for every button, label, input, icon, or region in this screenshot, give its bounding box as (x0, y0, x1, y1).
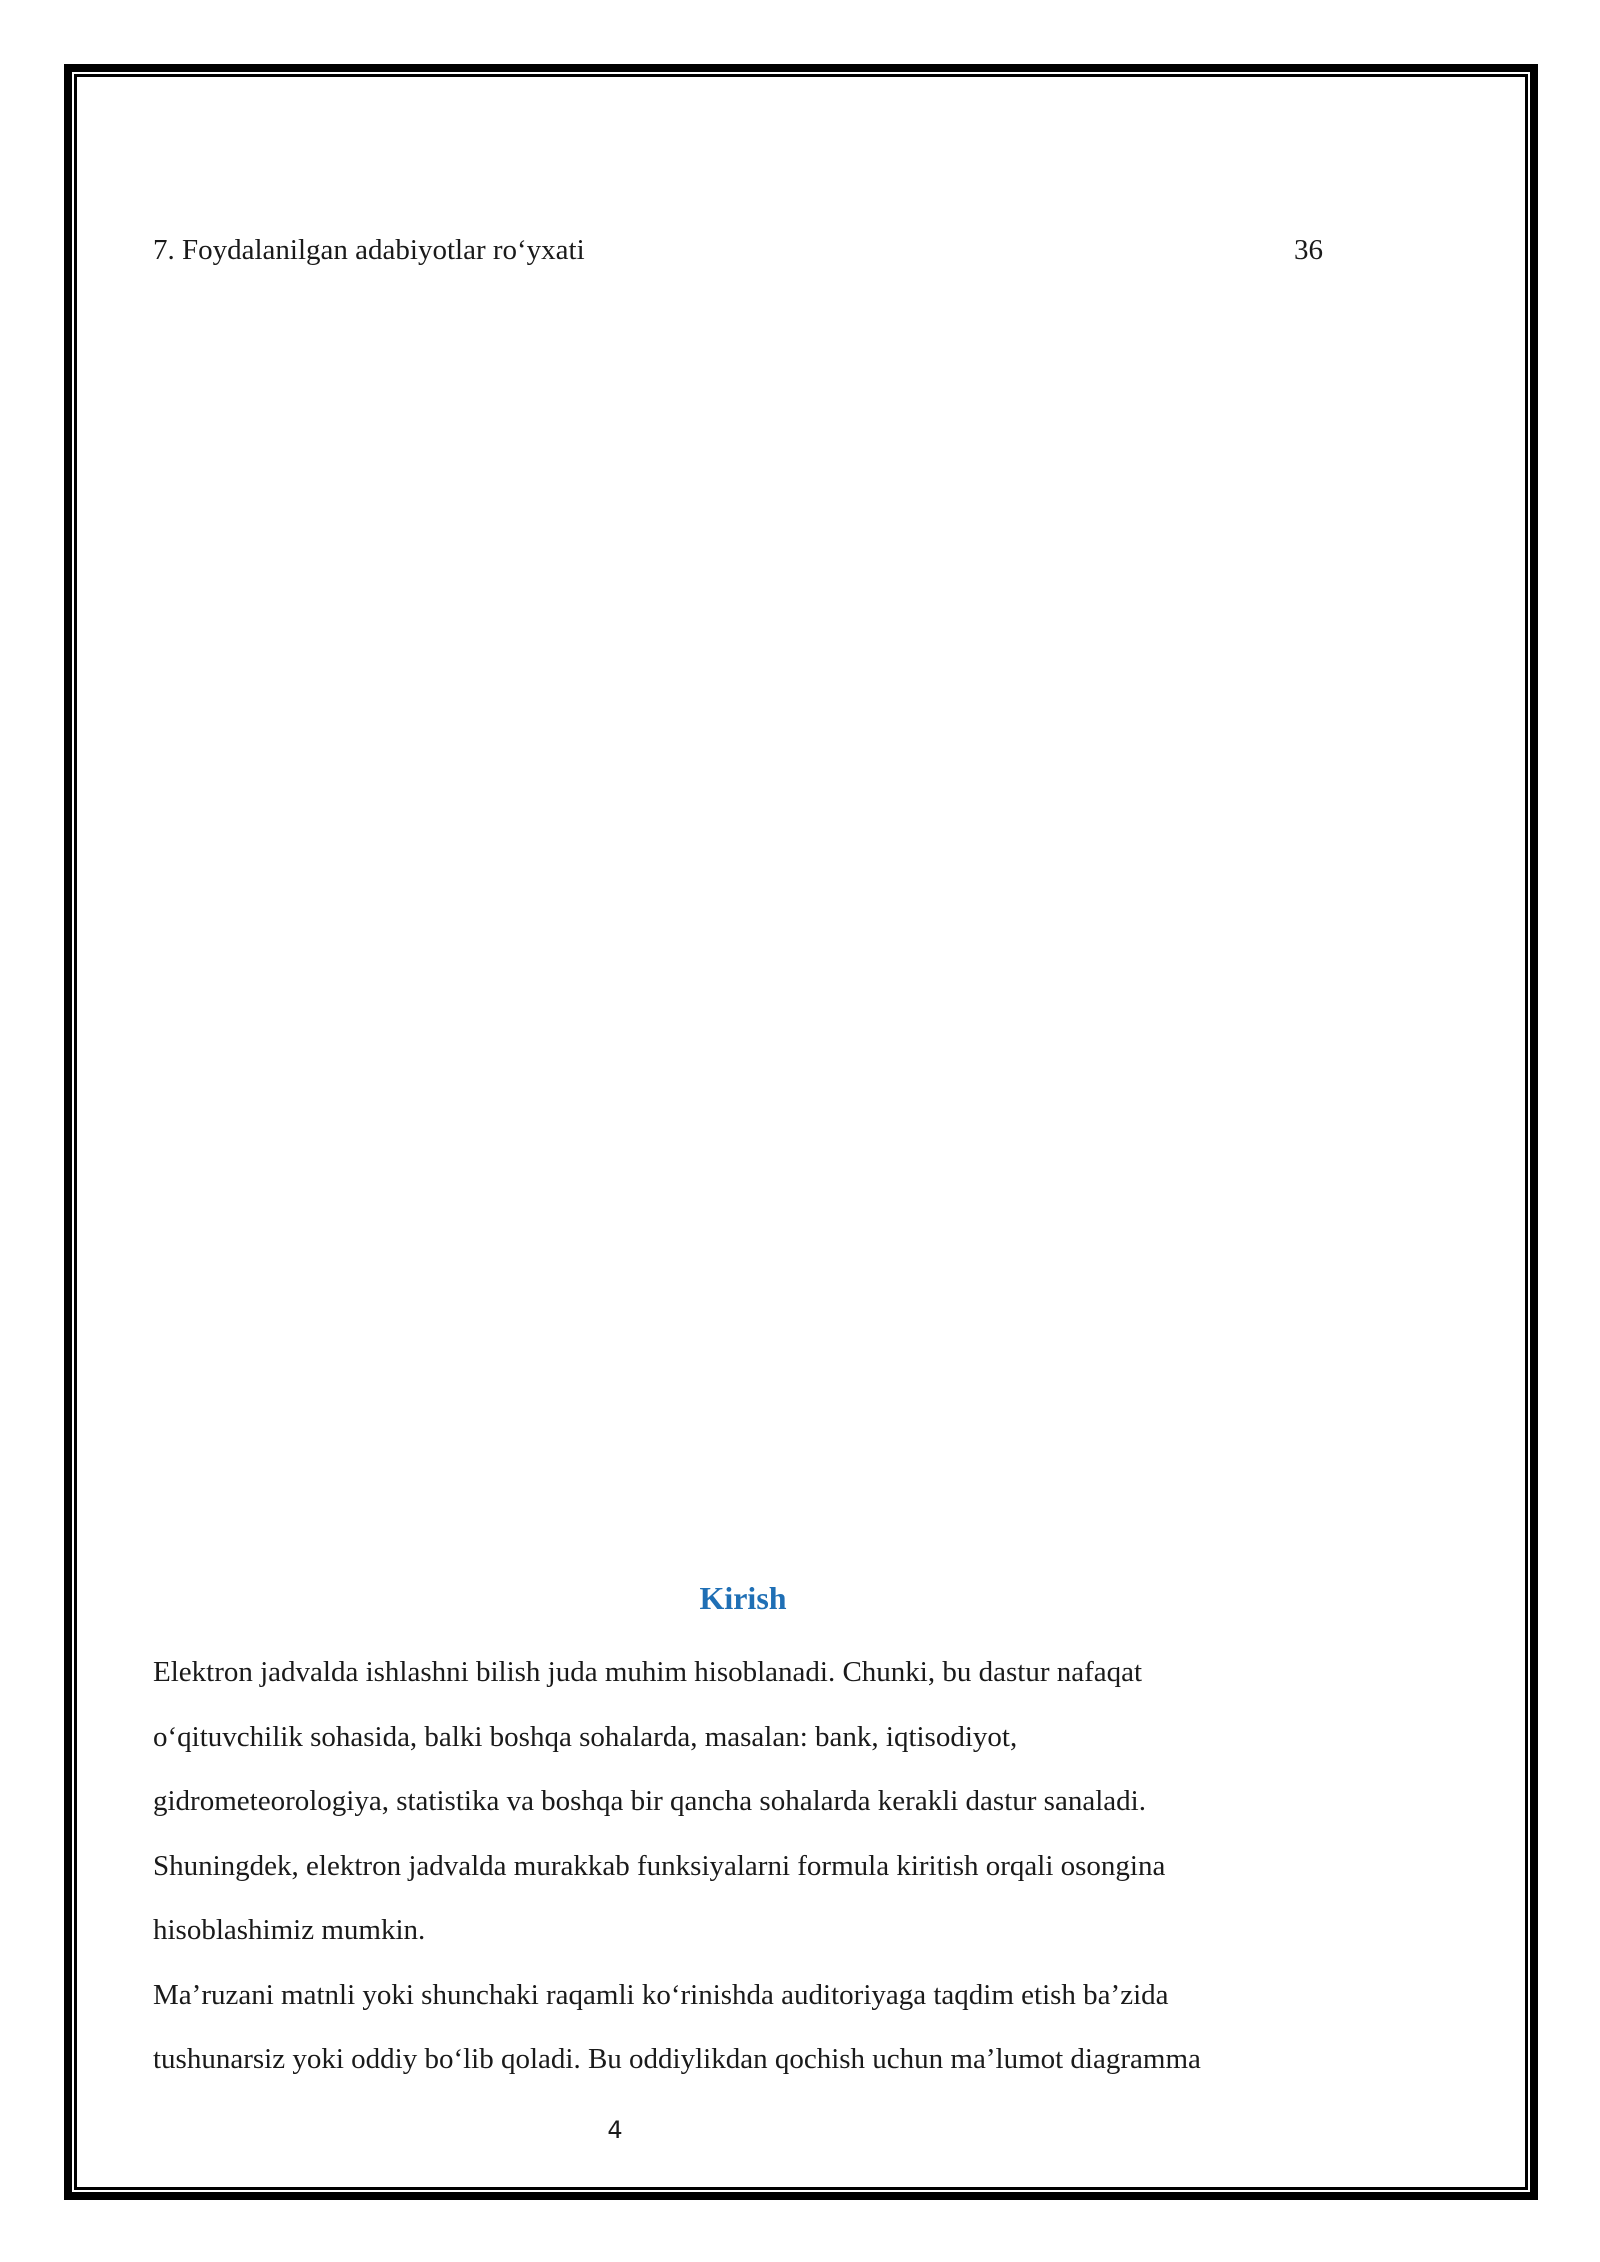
paragraph-line: Ma’ruzani matnli yoki shunchaki raqamli ko‘rinishda auditoriyaga taqdim etish ba’zida (153, 1978, 1169, 2011)
paragraph-line: tushunarsiz yoki oddiy bo‘lib qoladi. Bu oddiylikdan qochish uchun ma’lumot diagramma (153, 2043, 1201, 2075)
paragraph-line: Shuningdek, elektron jadvalda murakkab funksiyalarni formula kiritish orqali osongina (153, 1849, 1166, 1882)
paragraph-2 (153, 1963, 1343, 2092)
page-number: 4 (607, 2116, 623, 2144)
paragraph-line: Elektron jadvalda ishlashni bilish juda muhim hisoblanadi. Chunki, bu dastur nafaqat (153, 1656, 1143, 1688)
paragraph-1 (153, 1640, 1343, 1963)
toc-entry (153, 228, 1323, 272)
paragraph-line: hisoblashimiz mumkin. (153, 1914, 426, 1946)
toc-entry-page: 36 (1294, 234, 1323, 266)
paragraph-line: o‘qituvchilik sohasida, balki boshqa sohalarda, masalan: bank, iqtisodiyot, (153, 1720, 1018, 1753)
section-body (153, 1640, 1343, 2092)
paragraph-line: gidrometeorologiya, statistika va boshqa bir qancha sohalarda kerakli dastur sanaladi. (153, 1785, 1146, 1817)
section-title: Kirish (699, 1580, 787, 1616)
toc-entry-label: 7. Foydalanilgan adabiyotlar ro‘yxati (153, 234, 585, 266)
